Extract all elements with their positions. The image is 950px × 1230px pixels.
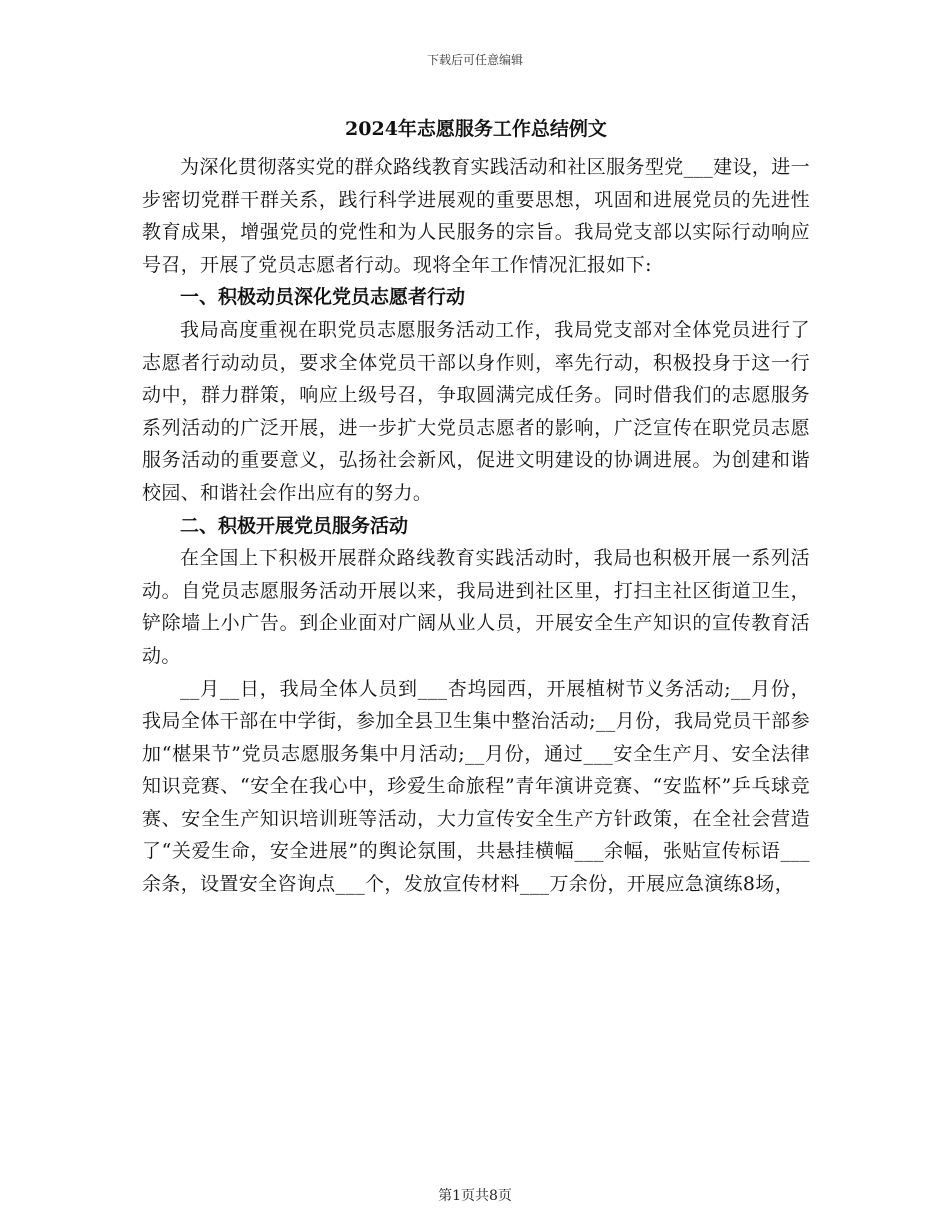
- section-2-paragraph-2: __月__日，我局全体人员到___杏坞园西，开展植树节义务活动;__月份，我局全体干部在中学街，参加全县卫生集中整治活动;__月份，我局党员干部参加“椹果节”党员志愿服务集中月活动;__月份，通过___安全生产月、安全法律知识竞赛、“安全在我心中，珍爱生命旅程”青年演讲竞赛、“安监杯”乒乓球竞赛、安全生产知识培训班等活动，大力宣传安全生产方针政策，在全社会营造了“关爱生命，安全进展”的舆论氛围，共悬挂横幅___余幅，张贴宣传标语___余条，设置安全咨询点___个，发放宣传材料___万余份，开展应急演练8场，: [142, 677, 810, 896]
- section-1-paragraph: 我局高度重视在职党员志愿服务活动工作，我局党支部对全体党员进行了志愿者行动动员，要求全体党员干部以身作则，率先行动，积极投身于这一行动中，群力群策，响应上级号召，争取圆满完成任务。同时借我们的志愿服务系列活动的广泛开展，进一步扩大党员志愿者的影响，广泛宣传在职党员志愿服务活动的重要意义，弘扬社会新风，促进文明建设的协调进展。为创建和谐校园、和谐社会作出应有的努力。: [142, 318, 810, 504]
- document-title: 2024年志愿服务工作总结例文: [345, 118, 607, 140]
- section-heading-1: 一、积极动员深化党员志愿者行动: [180, 286, 466, 309]
- section-heading-2: 二、积极开展党员服务活动: [180, 514, 409, 537]
- document-body: [142, 113, 810, 901]
- page-number-footer: 第1页共8页: [438, 1188, 512, 1204]
- intro-paragraph: 为深化贯彻落实党的群众路线教育实践活动和社区服务型党___建设，进一步密切党群干群关系，践行科学进展观的重要思想，巩固和进展党员的先进性教育成果，增强党员的党性和为人民服务的宗旨。我局党支部以实际行动响应号召，开展了党员志愿者行动。现将全年工作情况汇报如下:: [142, 156, 810, 276]
- page-header: 下载后可任意编辑: [426, 53, 523, 67]
- section-2-paragraph-1: 在全国上下积极开展群众路线教育实践活动时，我局也积极开展一系列活动。自党员志愿服务活动开展以来，我局进到社区里，打扫主社区街道卫生，铲除墙上小广告。到企业面对广阔从业人员，开展安全生产知识的宣传教育活动。: [142, 547, 810, 667]
